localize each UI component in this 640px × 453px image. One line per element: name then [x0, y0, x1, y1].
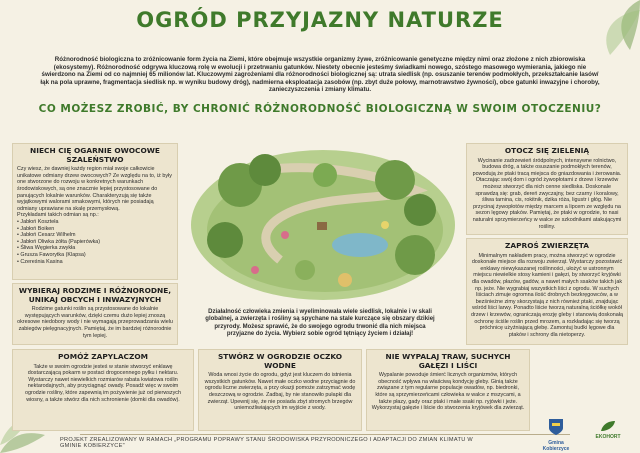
coat-of-arms-icon [548, 418, 564, 436]
box-leaves-title: NIE WYPALAJ TRAW, SUCHYCH GAŁĘZI I LIŚCI [385, 352, 511, 370]
leaf-icon [600, 420, 616, 432]
gmina-logo-line2: Kobierzyce [542, 445, 570, 452]
box-green-title: OTOCZ SIĘ ZIELENIĄ [504, 146, 590, 155]
box-orchard-list [17, 219, 173, 265]
list-item: • Jabłoń Koszteła [17, 219, 173, 226]
box-native-title: WYBIERAJ RODZIME I RÓŻNORODNE, UNIKAJ OBCYCH I INWAZYJNYCH [18, 286, 172, 304]
footer-text: PROJEKT ZREALIZOWANY W RAMACH „PROGRAMU POPRAWY STANU ŚRODOWISKA PRZYRODNICZEGO I ADAPTACJI DO ZMIAN KLIMATU W GMINIE KOBIERZYCE" [60, 437, 473, 449]
box-native [12, 283, 178, 345]
footer-divider [80, 434, 570, 435]
intro-term: Różnorodność biologiczna [54, 56, 134, 63]
box-pollinators-text: Także w swoim ogrodzie jesteś w stanie stworzyć enklawę dostarczającą pokarm w postaci drogocennego pyłku i nektaru. Wystarczy nawet niewielkich rozmiarów rabata kwiatowa roślin nektarodajnych, aby przyciągnąć owady. Posadź więc w swoim ogrodzie rośliny, które zapewnią im pożywienie już od pierwszych wiosny, a także stwórz dla nich schronienie (domki dla owadów). [25, 363, 181, 403]
box-pollinators [12, 349, 194, 431]
box-pond [198, 349, 362, 431]
gmina-logo-line1: Gmina [548, 440, 564, 446]
box-orchard-text: Czy wiesz, że dawniej każdy region miał swoje całkowicie unikatowe odmiany drzew owocowych? Ze względu na to, iż były one stworzone do rozwoju w konkretnych warunkach środowiskowych, są one znacznie lepiej przystosowane do panujących lokalnie warunków. Charakteryzują się także wyjątkowymi walorami smakowymi, których nie posiadają odmiany uprawiane na skalę przemysłową. [17, 166, 172, 212]
list-item: • Śliwa Węgierka zwykła [17, 245, 173, 252]
list-item: • Jabłoń Oliwka żółta (Papierówka) [17, 239, 173, 246]
ekohort-logo [590, 420, 626, 440]
intro-text: to zróżnicowanie form życia na Ziemi, które obejmuje wszystkie organizmy żywe, zróżnicowanie genetyczne między nimi oraz złożone z nich zbiorowiska (ekosystemy). Różnorodność odgrywa kluczową rolę w ewolucji i przetrwaniu gatunków. Niestety obecnie jesteśmy świadkami nowego, szóstego masowego wymierania, jakiego nie świerdzono na Ziemi od co najmniej 65 milionów lat. Kluczowymi zagrożeniami dla różnorodności biologicznej są: utrata siedlisk (np. osuszanie terenów podmokłych, przekształcanie lasów/łąk na pola uprawne, fragmentacja siedlisk np. w wyniku budowy dróg), nadmierna eksploatacja zasobów (np. zbyt duże połowy, marnotrawstwo żywności), obce gatunki inwazyjne i choroby, zanieczyszczenia i zmiany klimatu. [40, 56, 600, 94]
list-item: • Jabłoń Cesarz Wilhelm [17, 232, 173, 239]
list-item: • Grusza Faworytka (Klapsa) [17, 252, 173, 259]
box-green [466, 143, 628, 235]
garden-illustration [185, 140, 460, 305]
box-animals [466, 238, 628, 345]
ekohort-logo-text: EKOHORT [595, 434, 621, 440]
list-item: • Czereśnia Kasina [17, 259, 173, 266]
box-green-text: Wycinanie zadrzewień śródpolnych, intensywne rolnictwo, budowa dróg, a także osuszanie podmokłych terenów, powodują że ptaki tracą miejsca do gniazdowania i żerowania. Otaczając swój dom i ogród żywopłotami z drzew i krzewów możesz stworzyć dla nich cenne siedliska. Doskonale sprawdzą się: grab, dereń zwyczajny, bez czarny i koralowy, śliwa tarnina, cis, rokitnik, dzika róża, ligustr i głóg. Nie przycinaj żywopłotów między marcem a lipcem ze względu na sezon lęgowy ptaków. Pamiętaj, że ptaki w ogrodzie, to nasi naturalni sprzymierzeńcy w walce ze szkodnikami atakującymi rośliny. [472, 157, 622, 230]
section-question: CO MOŻESZ ZROBIĆ, BY CHRONIĆ RÓŻNORODNOŚĆ BIOLOGICZNĄ W SWOIM OTOCZENIU? [38, 103, 602, 115]
center-message: Działalność człowieka zmienia i wyeliminowała wiele siedlisk, lokalnie i w skali globalnej, a zwierzęta i rośliny są spychane na stale kurczące się obszary dzikiej przyrody. Możesz sprawić, że do swojego ogrodu trwonić dla nich miejsca przyjazne do życia. Wybierz sobie ogród tętniący życiem i działaj! [205, 309, 435, 337]
intro-paragraph [40, 56, 600, 94]
box-orchard-title: NIECH CIĘ OGARNIE OWOCOWE SZALEŃSTWO [30, 146, 160, 164]
box-pollinators-title: POMÓŻ ZAPYLACZOM [58, 352, 148, 361]
box-pond-title: STWÓRZ W OGRODZIE OCZKO WODNE [217, 352, 343, 370]
box-native-text: Rodzime gatunki roślin są przystosowane do lokalnie występujących warunków, dzięki czemu dużo lepiej znoszą okresowe niedobory wody i nie wymagają przeprowadzania wielu zabiegów pielęgnacyjnych. Pamiętaj, że im bardziej różnorodnie tym lepiej. [17, 306, 173, 339]
gmina-logo [538, 418, 574, 450]
box-animals-text: Minimalnym nakładem pracy, można stworzyć w ogrodzie doskonałe miejsce dla rozwoju zwierząt. Wystarczy pozostawić enklawy niewykaszanej roślinności, ułożyć w ustronnym miejscu niewielkie stosy kamieni i gałęzi, by stworzyć kryjówki dla owadów, płazów, gadów, a nawet małych ssaków takich jak np. jeże. Nie wygrabiaj wszystkich liści z ogrodu. W suchych liściach zimuje ogromna ilość drobnych bezkręgowców, a w bezśnieżne zimy skorzystają z nich również ptaki, znajdując wśród liści larwy. Ponadto liście tworzą naturalną ściółkę wokół drzew i krzewów, ograniczają erozję gleby i stanowią doskonałą ochronę ściśle roślin przed mrozem, a rozkładając się tworzą próchnicę użyźniającą glebę. Zamontuj budki lęgowe dla ptaków i schrony dla nietoperzy. [471, 252, 623, 338]
box-leaves-text: Wypalanie powoduje śmierć licznych organizmów, których obecność wpływa na właściwą kondycję gleby. Ginią także związane z tym regularne populacje owadów, np. biedronki, które są sprzymierzeńcami człowieka w walce z mszycami, a także płazy, gady oraz ptaki i małe ssaki np. ryjówki i jeże. Wykorzystaj gałęzie i liście do stworzenia kryjówek dla zwierząt. [371, 372, 525, 412]
page-title: OGRÓD PRZYJAZNY NATURZE [136, 8, 504, 32]
box-pond-text: Woda wnosi życie do ogrodu, gdyż jest kluczem do istnienia wszystkich gatunków. Nawet małe oczko wodne przyciągnie do ogrodu liczne zwierzęta, a przy okazji pomoże zatrzymać wodę deszczową w ogrodzie. Zadbaj, by nie stanowiło pułapki dla zwierząt. Upewnij się, że nie posiada zbyt stromych brzegów uniemożliwiających im wyjście z wody. [204, 372, 356, 412]
box-orchard-list-intro: Przykładami takich odmian są np.: [17, 212, 99, 219]
list-item: • Jabłoń Boiken [17, 226, 173, 233]
box-leaves [366, 349, 530, 431]
box-animals-title: ZAPROŚ ZWIERZĘTA [505, 241, 589, 250]
box-orchard [12, 143, 178, 280]
